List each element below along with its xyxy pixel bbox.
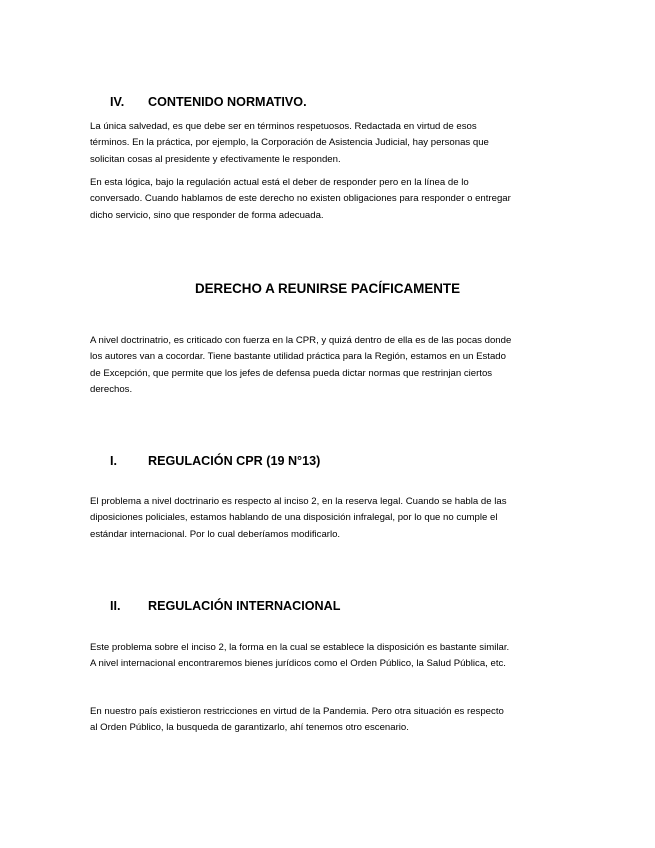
paragraph-regulacion-int-1 xyxy=(90,640,570,673)
paragraph-regulacion-cpr-1 xyxy=(90,494,570,543)
paragraph-regulacion-int-2 xyxy=(90,704,570,737)
paragraph-line: Este problema sobre el inciso 2, la forma en la cual se establece la disposición es bastante similar. xyxy=(90,642,510,653)
paragraph-line: conversado. Cuando hablamos de este derecho no existen obligaciones para responder o entregar xyxy=(90,193,511,205)
section-number: IV. xyxy=(110,95,125,109)
section-title: CONTENIDO NORMATIVO. xyxy=(148,95,307,109)
section-title: REGULACIÓN CPR (19 N°13) xyxy=(148,454,321,468)
section-title: REGULACIÓN INTERNACIONAL xyxy=(148,599,341,613)
paragraph-contenido-2 xyxy=(90,175,570,224)
paragraph-line: términos. En la práctica, por ejemplo, la Corporación de Asistencia Judicial, hay personas que xyxy=(90,137,489,149)
paragraph-line: En esta lógica, bajo la regulación actual está el deber de responder pero en la línea de lo xyxy=(90,177,469,188)
paragraph-line: al Orden Público, la busqueda de garantizarlo, ahí tenemos otro escenario. xyxy=(90,722,409,734)
paragraph-line: A nivel doctrinatrio, es criticado con fuerza en la CPR, y quizá dentro de ella es de las pocas donde xyxy=(90,335,512,346)
section-number: I. xyxy=(110,454,117,468)
chapter-title: DERECHO A REUNIRSE PACÍFICAMENTE xyxy=(194,281,461,296)
paragraph-contenido-1 xyxy=(90,119,570,168)
paragraph-line: diposiciones policiales, estamos hablando de una disposición infralegal, por lo que no cumple el xyxy=(90,512,498,524)
paragraph-line: En nuestro país existieron restricciones en virtud de la Pandemia. Pero otra situación es respecto xyxy=(90,706,504,717)
paragraph-line: estándar internacional. Por lo cual deberíamos modificarlo. xyxy=(90,528,341,540)
paragraph-line: derechos. xyxy=(90,384,133,396)
paragraph-derecho-1 xyxy=(90,333,570,399)
paragraph-line: A nivel internacional encontraremos bienes jurídicos como el Orden Público, la Salud Pública, etc. xyxy=(90,658,506,670)
paragraph-line: dicho servicio, sino que responder de forma adecuada. xyxy=(90,209,324,221)
paragraph-line: La única salvedad, es que debe ser en términos respetuosos. Redactada en virtud de esos xyxy=(90,121,477,132)
section-number: II. xyxy=(110,599,121,613)
paragraph-line: los autores van a cocordar. Tiene bastante utilidad práctica para la Región, estamos en un Estado xyxy=(90,351,506,363)
paragraph-line: de Excepción, que permite que los jefes de defensa pueda dictar normas que restrinjan ciertos xyxy=(90,367,493,379)
paragraph-line: solicitan cosas al presidente y efectivamente le responden. xyxy=(90,153,341,165)
paragraph-line: El problema a nivel doctrinario es respecto al inciso 2, en la reserva legal. Cuando se habla de las xyxy=(90,496,507,507)
